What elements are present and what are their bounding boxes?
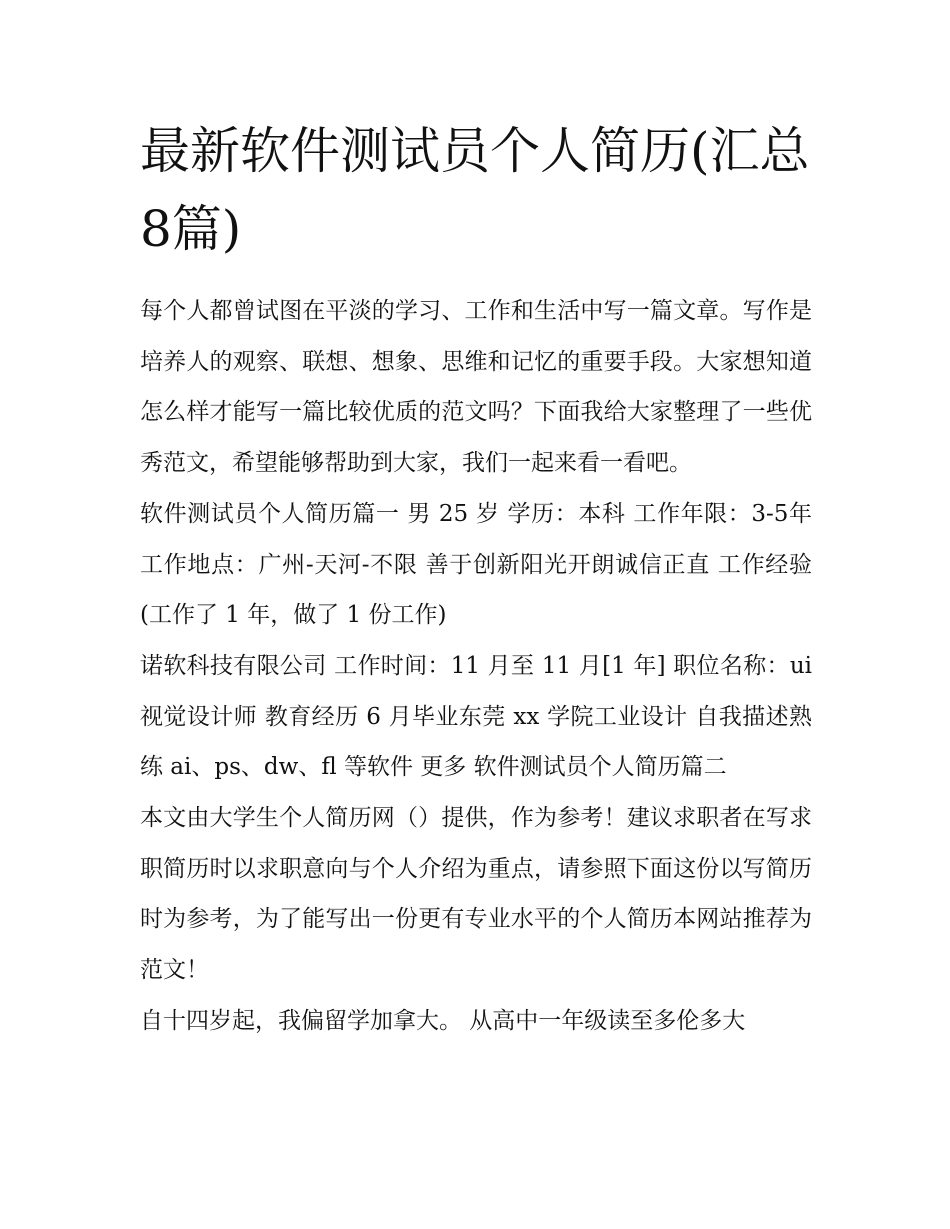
self-intro-paragraph: 自十四岁起，我偏留学加拿大。 从高中一年级读至多伦多大 bbox=[140, 1007, 746, 1034]
work-experience-paragraph: 诺软科技有限公司 工作时间：11 月至 11 月[1 年] 职位名称：ui视觉设计师 教育经历 6 月毕业东莞 xx 学院工业设计 自我描述熟练 ai、ps、dw、fl 等软件 更多 软件测试员个人简历篇二 bbox=[140, 652, 812, 781]
resume-one-paragraph: 软件测试员个人简历篇一 男 25 岁 学历：本科 工作年限：3-5年 工作地点：广州-天河-不限 善于创新阳光开朗诚信正直 工作经验(工作了 1 年，做了 1 份工作) bbox=[140, 500, 812, 629]
source-note-paragraph: 本文由大学生个人简历网（）提供，作为参考！建议求职者在写求职简历时以求职意向与个人介绍为重点，请参照下面这份以写简历时为参考，为了能写出一份更有专业水平的个人简历本网站推荐为范文！ bbox=[140, 805, 812, 984]
intro-paragraph: 每个人都曾试图在平淡的学习、工作和生活中写一篇文章。写作是培养人的观察、联想、想象、思维和记忆的重要手段。大家想知道怎么样才能写一篇比较优质的范文吗？下面我给大家整理了一些优秀范文，希望能够帮助到大家，我们一起来看一看吧。 bbox=[140, 298, 812, 477]
document-page bbox=[140, 112, 812, 1047]
document-body bbox=[140, 286, 812, 1047]
document-title: 最新软件测试员个人简历(汇总8篇) bbox=[140, 122, 810, 258]
